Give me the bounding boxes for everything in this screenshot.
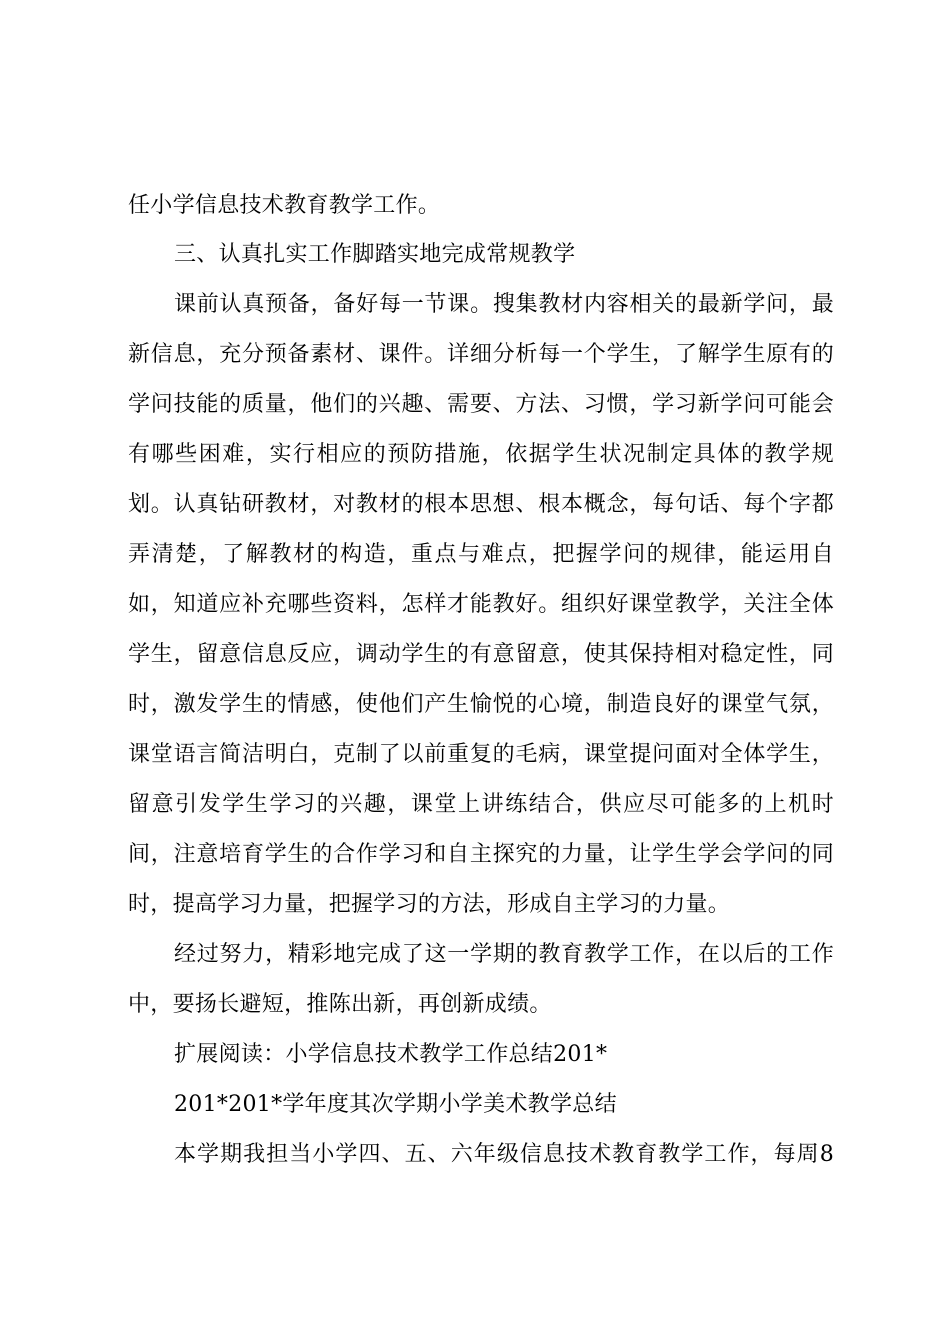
text-line-4: 新信息，充分预备素材、课件。详细分析每一个学生，了解学生原有的 (128, 342, 834, 367)
text-line-9: 如，知道应补充哪些资料，怎样才能教好。组织好课堂教学，关注全体 (128, 592, 834, 617)
text-line-13: 留意引发学生学习的兴趣，课堂上讲练结合，供应尽可能多的上机时 (128, 792, 834, 817)
text-line-6: 有哪些困难，实行相应的预防措施，依据学生状况制定具体的教学规 (128, 442, 834, 467)
text-line-5: 学问技能的质量，他们的兴趣、需要、方法、习惯，学习新学问可能会 (128, 392, 834, 417)
text-line-7: 划。认真钻研教材，对教材的根本思想、根本概念，每句话、每个字都 (128, 492, 834, 517)
section-heading: 三、认真扎实工作脚踏实地完成常规教学 (174, 242, 576, 267)
text-line-16: 经过努力，精彩地完成了这一学期的教育教学工作，在以后的工作 (174, 942, 834, 967)
text-line-15: 时，提高学习力量，把握学习的方法，形成自主学习的力量。 (128, 892, 731, 917)
text-line-8: 弄清楚，了解教材的构造，重点与难点，把握学问的规律，能运用自 (128, 542, 834, 567)
extended-reading-title: 扩展阅读：小学信息技术教学工作总结201* (174, 1042, 608, 1067)
text-line-10: 学生，留意信息反应，调动学生的有意留意，使其保持相对稳定性，同 (128, 642, 834, 667)
summary-title: 201*201*学年度其次学期小学美术教学总结 (174, 1092, 617, 1117)
text-line-12: 课堂语言简洁明白，克制了以前重复的毛病，课堂提问面对全体学生， (128, 742, 834, 767)
text-line-14: 间，注意培育学生的合作学习和自主探究的力量，让学生学会学问的同 (128, 842, 834, 867)
text-line-3: 课前认真预备，备好每一节课。搜集教材内容相关的最新学问，最 (174, 292, 834, 317)
text-line-17: 中，要扬长避短，推陈出新，再创新成绩。 (128, 992, 552, 1017)
text-line-11: 时，激发学生的情感，使他们产生愉悦的心境，制造良好的课堂气氛， (128, 692, 834, 717)
text-line-20: 本学期我担当小学四、五、六年级信息技术教育教学工作，每周8 (174, 1142, 834, 1167)
text-line-1: 任小学信息技术教育教学工作。 (128, 193, 441, 218)
